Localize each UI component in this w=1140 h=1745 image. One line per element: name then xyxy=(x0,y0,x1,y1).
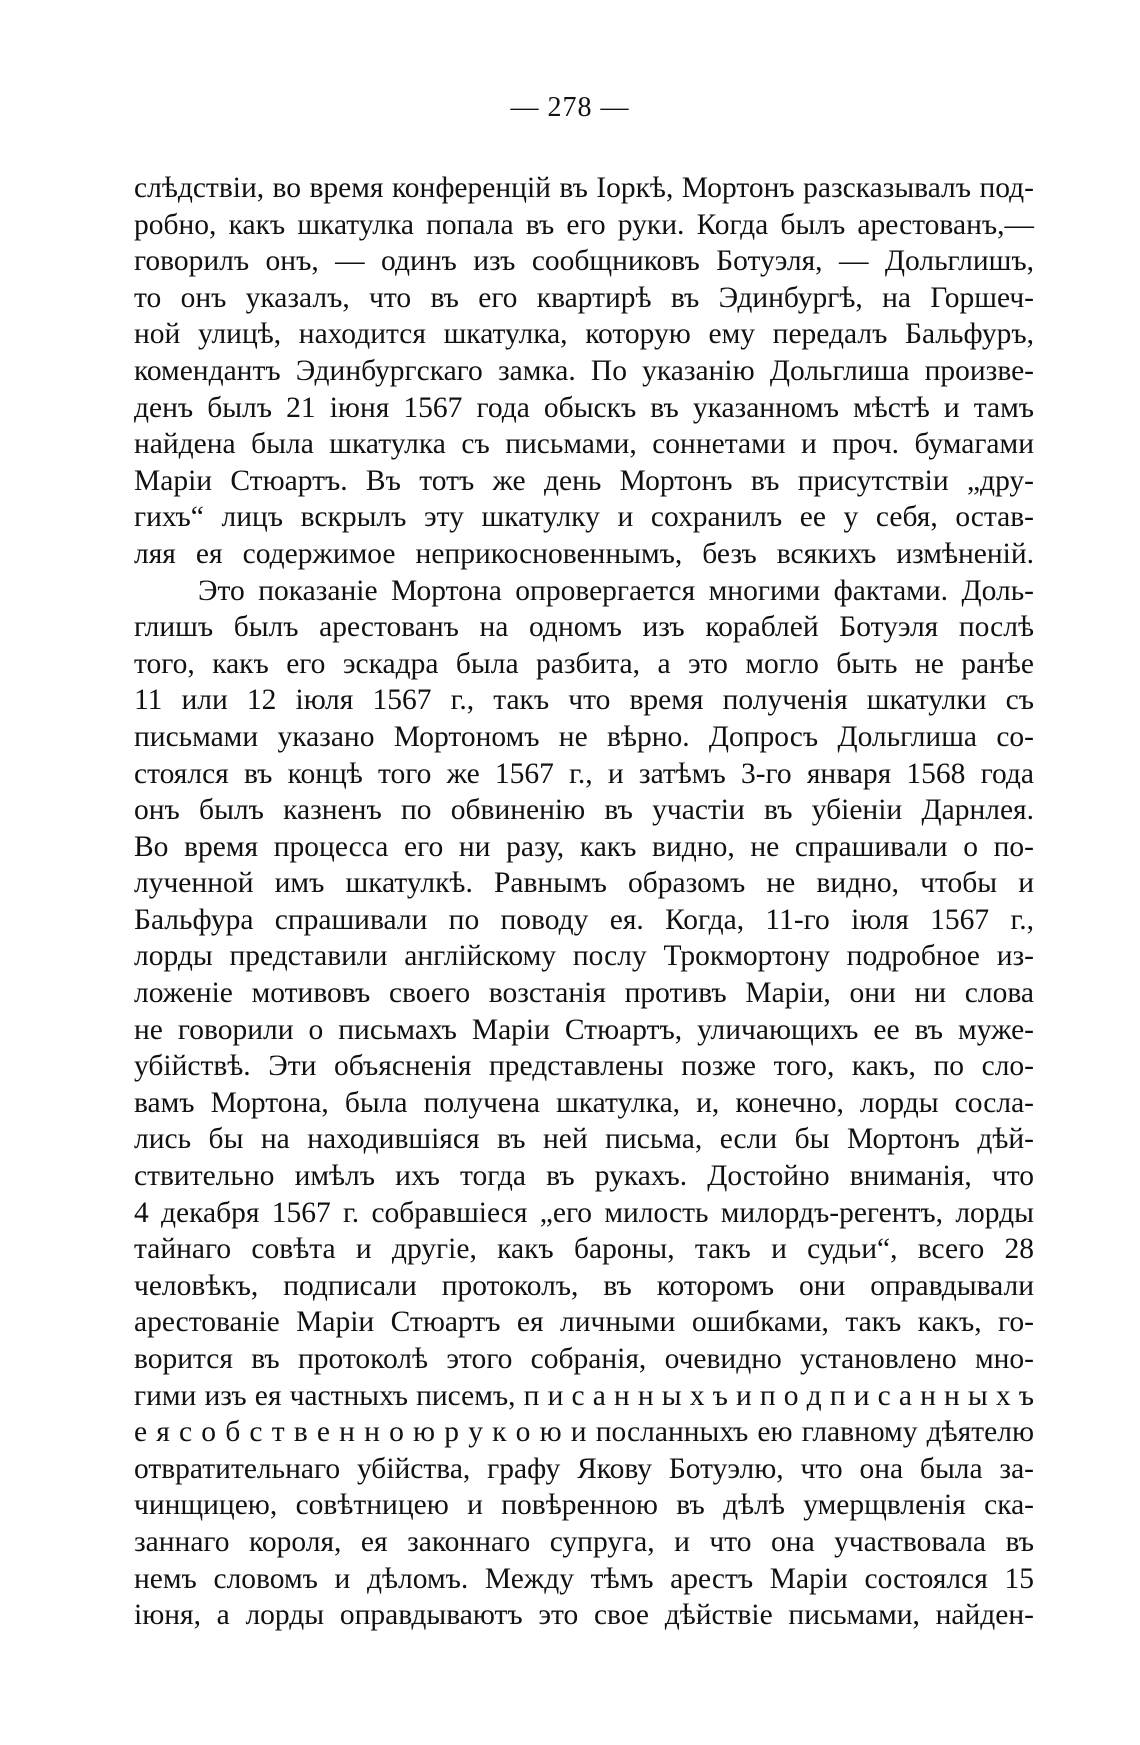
text-line: іюня, а лорды оправдываютъ это свое дѣйствіе письмами, найден- xyxy=(134,1599,1034,1632)
text-line: ствительно имѣлъ ихъ тогда въ рукахъ. Достойно вниманія, что xyxy=(134,1160,1034,1193)
text-line: слѣдствіи, во время конференцій въ Іоркѣ, Мортонъ разсказывалъ под- xyxy=(134,172,1034,204)
text-line: тайнаго совѣта и другіе, какъ бароны, такъ и судьи“, всего 28 xyxy=(134,1233,1034,1266)
text-line: е я с о б с т в е н н о ю р у к о ю и посланныхъ ею главному дѣятелю xyxy=(134,1416,1034,1449)
text-line: глишъ былъ арестованъ на одномъ изъ кораблей Ботуэля послѣ xyxy=(134,611,1034,644)
text-line: не говорили о письмахъ Маріи Стюартъ, уличающихъ ее въ муже- xyxy=(134,1013,1034,1046)
text-line: того, какъ его эскадра была разбита, а это могло быть не ранѣе xyxy=(134,647,1034,680)
text-line: письмами указано Мортономъ не вѣрно. Допросъ Дольглиша со- xyxy=(134,720,1034,753)
text-line: вамъ Мортона, была получена шкатулка, и, конечно, лорды сосла- xyxy=(134,1086,1034,1119)
text-line: 4 декабря 1567 г. собравшіеся „его милость милордъ-регентъ, лорды xyxy=(134,1196,1034,1229)
text-line: Во время процесса его ни разу, какъ видно, не спрашивали о по- xyxy=(134,830,1034,863)
text-line: говорилъ онъ, — одинъ изъ сообщниковъ Ботуэля, — Дольглишъ, xyxy=(134,245,1034,278)
text-line: Бальфура спрашивали по поводу ея. Когда, 11-го іюля 1567 г., xyxy=(134,903,1034,936)
text-line: робно, какъ шкатулка попала въ его руки. Когда былъ арестованъ,— xyxy=(134,208,1034,241)
text-line: то онъ указалъ, что въ его квартирѣ въ Эдинбургѣ, на Горшеч- xyxy=(134,281,1034,314)
text-line: ной улицѣ, находится шкатулка, которую ему передалъ Бальфуръ, xyxy=(134,318,1034,351)
text-line: ложеніе мотивовъ своего возстанія противъ Маріи, они ни слова xyxy=(134,977,1034,1010)
text-line: денъ былъ 21 іюня 1567 года обыскъ въ указанномъ мѣстѣ и тамъ xyxy=(134,391,1034,424)
text-line: отвратительнаго убійства, графу Якову Ботуэлю, что она была за- xyxy=(134,1452,1034,1485)
text-line: онъ былъ казненъ по обвиненію въ участіи въ убіеніи Дарнлея. xyxy=(134,794,1034,827)
text-line: Маріи Стюартъ. Въ тотъ же день Мортонъ въ присутствіи „дру- xyxy=(134,464,1034,497)
text-line: заннаго короля, ея законнаго супруга, и что она участвовала въ xyxy=(134,1525,1034,1558)
text-line: гихъ“ лицъ вскрылъ эту шкатулку и сохранилъ ее у себя, остав- xyxy=(134,501,1034,534)
text-line: ворится въ протоколѣ этого собранія, очевидно установлено мно- xyxy=(134,1343,1034,1375)
text-line: комендантъ Эдинбургскаго замка. По указанію Дольглиша произве- xyxy=(134,354,1034,387)
text-line: стоялся въ концѣ того же 1567 г., и затѣмъ 3-го января 1568 года xyxy=(134,757,1034,790)
text-line: 11 или 12 іюля 1567 г., такъ что время полученія шкатулки съ xyxy=(134,684,1034,717)
page-number: — 278 — xyxy=(510,92,630,123)
text-line: арестованіе Маріи Стюартъ ея личными ошибками, такъ какъ, го- xyxy=(134,1306,1034,1339)
body-text xyxy=(134,170,1034,1634)
text-line: человѣкъ, подписали протоколъ, въ которомъ они оправдывали xyxy=(134,1269,1034,1302)
text-line: убійствѣ. Эти объясненія представлены позже того, какъ, по сло- xyxy=(134,1050,1034,1083)
text-line: ляя ея содержимое неприкосновеннымъ, безъ всякихъ измѣненій. xyxy=(134,537,1034,570)
text-line: лученной имъ шкатулкѣ. Равнымъ образомъ не видно, чтобы и xyxy=(134,867,1034,900)
paragraph-start-line: Это показаніе Мортона опровергается многими фактами. Доль- xyxy=(198,574,1034,607)
text-line: немъ словомъ и дѣломъ. Между тѣмъ арестъ Маріи состоялся 15 xyxy=(134,1562,1034,1595)
text-line: найдена была шкатулка съ письмами, соннетами и проч. бумагами xyxy=(134,428,1034,461)
text-line: чинщицею, совѣтницею и повѣренною въ дѣлѣ умерщвленія ска- xyxy=(134,1489,1034,1522)
text-line: гими изъ ея частныхъ писемъ, п и с а н н ы х ъ и п о д п и с а н н ы х ъ xyxy=(134,1379,1034,1412)
text-line: лорды представили англійскому послу Трокмортону подробное из- xyxy=(134,940,1034,973)
text-line: лись бы на находившіяся въ ней письма, если бы Мортонъ дѣй- xyxy=(134,1123,1034,1156)
